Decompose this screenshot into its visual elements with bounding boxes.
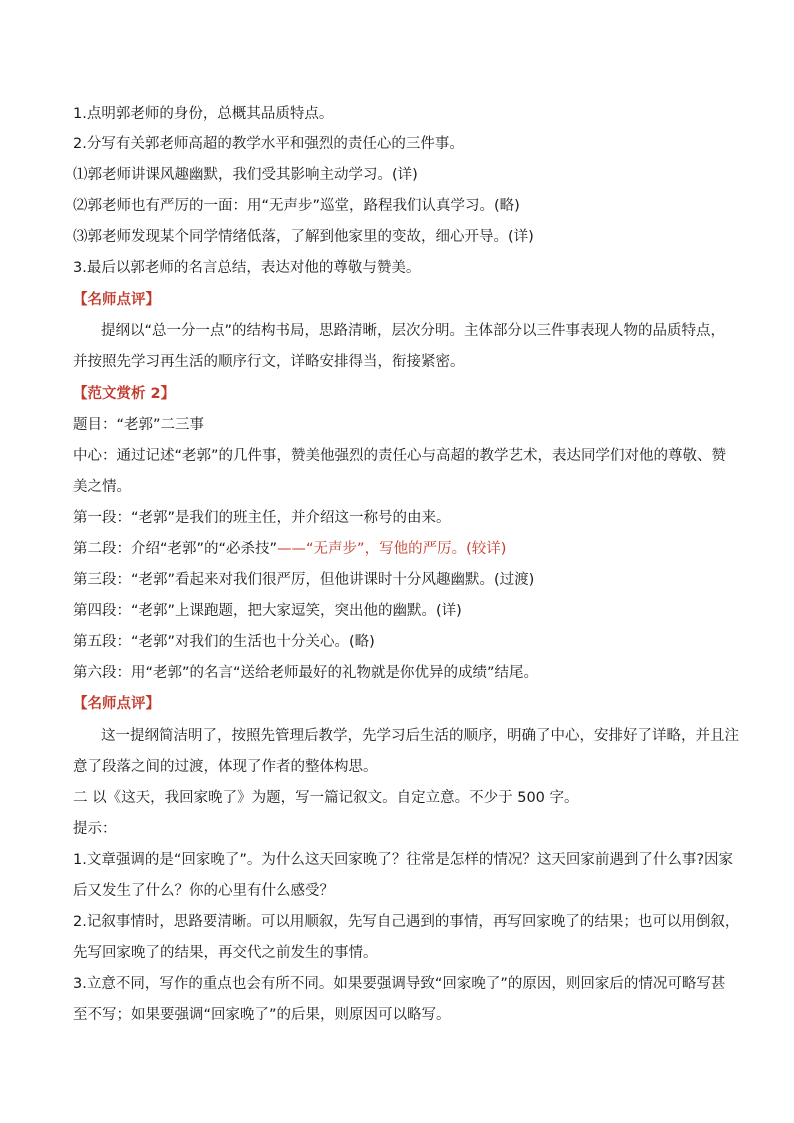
sample-center-line-2: 美之情。 bbox=[73, 479, 131, 495]
review-text-1-line-2: 并按照先学习再生活的顺序行文，详略安排得当，衔接紧密。 bbox=[73, 354, 465, 370]
outline-point-2: 2.分写有关郭老师高超的教学水平和强烈的责任心的三件事。 bbox=[73, 136, 464, 152]
sample-heading-2: 【范文赏析 2】 bbox=[73, 386, 176, 402]
segment-5: 第五段：“老郭”对我们的生活也十分关心。(略) bbox=[73, 634, 375, 650]
outline-point-3: 3.最后以郭老师的名言总结，表达对他的尊敬与赞美。 bbox=[73, 260, 421, 276]
hint-3-line-1: 3.立意不同，写作的重点也会有所不同。如果要强调导致“回家晚了”的原因，则回家后的情况可略写甚 bbox=[73, 976, 726, 992]
hint-2-line-1: 2.记叙事情时，思路要清晰。可以用顺叙，先写自己遇到的事情，再写回家晚了的结果；也可以用倒叙， bbox=[73, 914, 740, 930]
review-heading-2: 【名师点评】 bbox=[73, 696, 160, 712]
segment-2-text: 第二段：介绍“老郭”的“必杀技” bbox=[73, 541, 278, 557]
segment-3: 第三段：“老郭”看起来对我们很严厉，但他讲课时十分风趣幽默。(过渡) bbox=[73, 572, 535, 588]
segment-2 bbox=[73, 539, 754, 559]
hint-label: 提示： bbox=[73, 821, 117, 837]
segment-2-highlight: ——“无声步”，写他的严厉。(较详) bbox=[277, 541, 507, 557]
hint-3-line-2: 至不写；如果要强调“回家晚了”的后果，则原因可以略写。 bbox=[73, 1007, 451, 1023]
writing-task-prompt: 二 以《这天，我回家晚了》为题，写一篇记叙文。自定立意。不少于 500 字。 bbox=[73, 790, 579, 806]
hint-1-line-1: 1.文章强调的是“回家晚了”。为什么这天回家晚了？往常是怎样的情况？这天回家前遇到了什么事?因家 bbox=[73, 852, 734, 868]
outline-subpoint-2: ⑵郭老师也有严厉的一面：用“无声步”巡堂，路程我们认真学习。(略) bbox=[73, 198, 520, 214]
review-text-2-line-2: 意了段落之间的过渡，体现了作者的整体构思。 bbox=[73, 759, 378, 775]
hint-1-line-2: 后又发生了什么？你的心里有什么感受？ bbox=[73, 883, 334, 899]
outline-point-1: 1.点明郭老师的身份，总概其品质特点。 bbox=[73, 106, 334, 122]
review-text-2-line-1: 这一提纲简洁明了，按照先管理后教学，先学习后生活的顺序，明确了中心，安排好了详略，并且注 bbox=[101, 728, 739, 744]
segment-4: 第四段：“老郭”上课跑题，把大家逗笑，突出他的幽默。(详) bbox=[73, 603, 462, 619]
outline-subpoint-3: ⑶郭老师发现某个同学情绪低落，了解到他家里的变故，细心开导。(详) bbox=[73, 229, 534, 245]
review-text-1-line-1: 提纲以“总一分一点”的结构书局，思路清晰，层次分明。主体部分以三件事表现人物的品质特点， bbox=[101, 323, 726, 339]
segment-1: 第一段：“老郭”是我们的班主任，并介绍这一称号的由来。 bbox=[73, 510, 451, 526]
hint-2-line-2: 先写回家晚了的结果，再交代之前发生的事情。 bbox=[73, 945, 378, 961]
review-heading-1: 【名师点评】 bbox=[73, 292, 160, 308]
sample-center-line-1: 中心：通过记述“老郭”的几件事，赞美他强烈的责任心与高超的教学艺术，表达同学们对他的尊敬、赞 bbox=[73, 448, 727, 464]
segment-6: 第六段：用“老郭”的名言“送给老师最好的礼物就是你优异的成绩”结尾。 bbox=[73, 665, 539, 681]
outline-subpoint-1: ⑴郭老师讲课风趣幽默，我们受其影响主动学习。(详) bbox=[73, 167, 418, 183]
sample-title: 题目：“老郭”二三事 bbox=[73, 417, 205, 433]
